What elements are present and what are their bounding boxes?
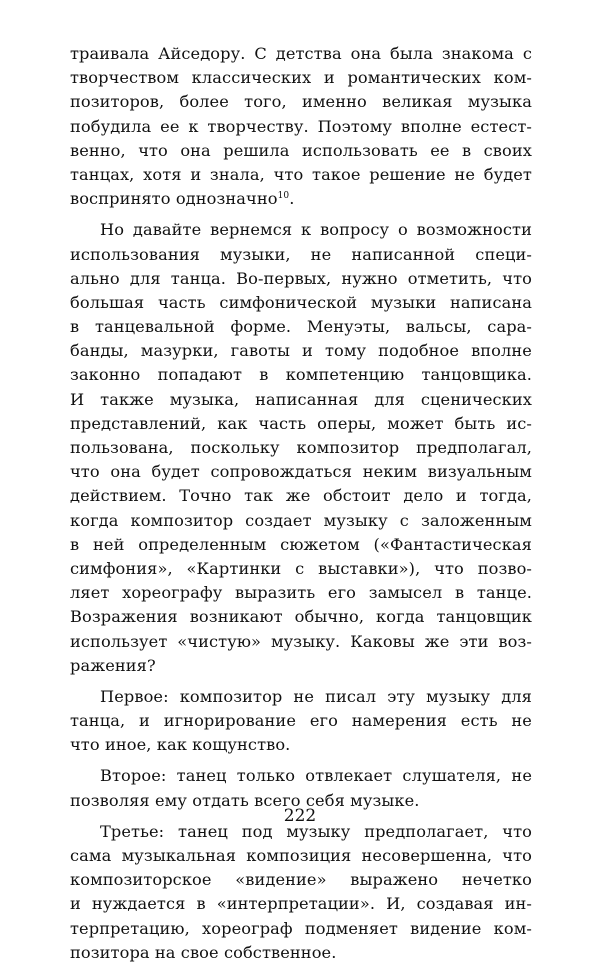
paragraph-gap [70,757,532,764]
text-line: Но давайте вернемся к вопросу о возможности [100,220,532,240]
text-line: терпретацию, хореограф подменяет видение ком- [70,918,532,938]
text-line: ально для танца. Во-первых, нужно отметить, что [70,268,532,288]
text-line: представлений, как часть оперы, может быть ис- [70,413,532,433]
text-line: использует «чистую» музыку. Каковы же эти воз- [70,631,532,651]
text-line: большая часть симфонической музыки написана [70,292,532,312]
text-line [70,187,532,211]
text-line: пользована, поскольку композитор предполагал, [70,438,532,457]
text-line: ляет хореографу выразить его замысел в танце. [70,583,532,603]
text-line: И также музыка, написанная для сценических [70,389,532,409]
text-line: что она будет сопровождаться неким визуальным [70,462,532,482]
text-line: позволяя ему отдать всего себя музыке. [70,790,420,810]
text-line: банды, мазурки, гавоты и тому подобное вполне [70,341,532,361]
paragraph-3 [70,685,532,758]
text-line: Третье: танец под музыку предполагает, что [100,821,532,841]
text-line: траивала Айседору. С детства она была знакома с [70,44,532,63]
footnote-marker: 10 [277,191,290,202]
text-line: симфония», «Картинки с выставки»), что позво- [70,558,532,578]
text-line: и нуждается в «интерпретации». И, создавая ин- [70,894,532,914]
paragraph-gap [70,211,532,218]
paragraph-5 [70,820,532,965]
text-line: сама музыкальная композиция несовершенна, что [70,846,532,865]
text-line: венно, что она решила использовать ее в своих [70,140,532,160]
text-line: когда композитор создает музыку с заложенным [70,510,532,530]
text-fragment: воспринято однозначно [70,189,278,209]
text-line: действием. Точно так же обстоит дело и тогда, [70,486,532,506]
text-line: творчеством классических и романтических ком- [70,68,532,88]
text-line: Первое: композитор не писал эту музыку для [100,686,532,706]
text-line: позиторов, более того, именно великая музыка [70,92,532,112]
text-line: использования музыки, не написанной специ- [70,244,532,264]
text-line: что иное, как кощунство. [70,735,291,755]
text-line: Второе: танец только отвлекает слушателя, не [100,766,532,786]
text-line: в ней определенным сюжетом («Фантастическая [70,534,532,554]
text-line: Возражения возникают обычно, когда танцовщик [70,607,532,627]
text-line: танца, и игнорирование его намерения есть не [70,711,532,731]
text-line: композиторское «видение» выражено нечетко [70,870,532,890]
text-line: побудила ее к творчеству. Поэтому вполне естест- [70,116,532,136]
paragraph-1 [70,42,532,211]
paragraph-2 [70,218,532,678]
text-line: танцах, хотя и знала, что такое решение не будет [70,164,532,184]
paragraph-gap [70,678,532,685]
text-fragment: . [289,189,295,209]
page-body [70,42,532,965]
text-line: законно попадают в компетенцию танцовщика. [70,365,532,385]
text-line: ражения? [70,655,156,675]
page-number: 222 [283,806,317,826]
text-line: позитора на свое собственное. [70,942,337,962]
text-line: в танцевальной форме. Менуэты, вальсы, сара- [70,317,532,337]
